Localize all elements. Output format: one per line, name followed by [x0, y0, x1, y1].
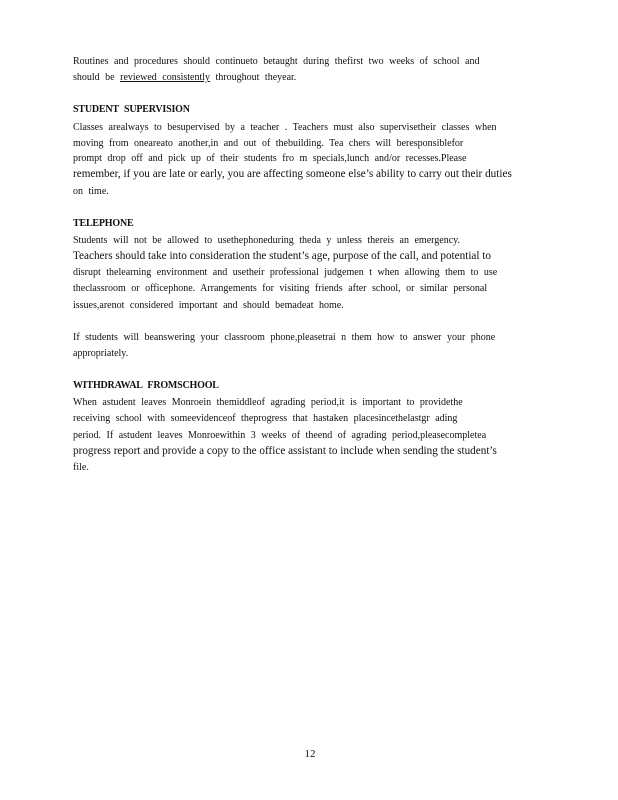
- supervision-line-3: prompt drop off and pick up of their students fro m specials,lunch and/or recesses.Please: [73, 153, 467, 164]
- supervision-line-1: Classes arealways to besupervised by a teacher . Teachers must also supervisetheir classes when: [73, 122, 497, 133]
- routines-line-2-start: should be: [73, 72, 121, 83]
- routines-line-2: [73, 72, 543, 84]
- telephone-line-3: disrupt thelearning environment and usetheir professional judgemen t when allowing them to use: [73, 267, 498, 278]
- telephone-line-4: theclassroom or officephone. Arrangements for visiting friends after school, or similar personal: [73, 283, 488, 294]
- withdrawal-line-1: When astudent leaves Monroein themiddleof agrading period,it is important to providethe: [73, 397, 463, 408]
- telephone-heading: TELEPHONE: [73, 218, 134, 229]
- page-number: 12: [304, 748, 316, 760]
- telephone-line-6: If students will beanswering your classroom phone,pleasetrai n them how to answer your phone: [73, 332, 496, 343]
- routines-underlined-text: reviewed consistently: [120, 72, 211, 83]
- supervision-line-2: moving from oneareato another,in and out of thebuilding. Tea chers will beresponsiblefor: [73, 138, 464, 149]
- withdrawal-line-5: file.: [73, 462, 89, 473]
- withdrawal-heading: WITHDRAWAL FROMSCHOOL: [73, 380, 219, 391]
- routines-line-1: Routines and procedures should continueto betaught during thefirst two weeks of school and: [73, 56, 480, 67]
- telephone-line-1: Students will not be allowed to usethephoneduring theda y unless thereis an emergency.: [73, 235, 461, 246]
- withdrawal-line-4: progress report and provide a copy to the office assistant to include when sending the student’s: [73, 445, 497, 457]
- withdrawal-line-3: period. If astudent leaves Monroewithin 3 weeks of theend of agrading period,pleasecompletea: [73, 430, 487, 441]
- telephone-line-5: issues,arenot considered important and should bemadeat home.: [73, 300, 344, 311]
- withdrawal-line-2: receiving school with someevidenceof theprogress that hastaken placesincethelastgr ading: [73, 413, 458, 424]
- telephone-line-7: appropriately.: [73, 348, 129, 359]
- supervision-line-5: on time.: [73, 186, 109, 197]
- routines-line-2-end: throughout theyear.: [210, 72, 297, 83]
- supervision-heading: STUDENT SUPERVISION: [73, 104, 190, 115]
- supervision-line-4: remember, if you are late or early, you are affecting someone else’s ability to carry out their duties: [73, 168, 512, 180]
- telephone-line-2: Teachers should take into consideration the student’s age, purpose of the call, and potential to: [73, 250, 492, 262]
